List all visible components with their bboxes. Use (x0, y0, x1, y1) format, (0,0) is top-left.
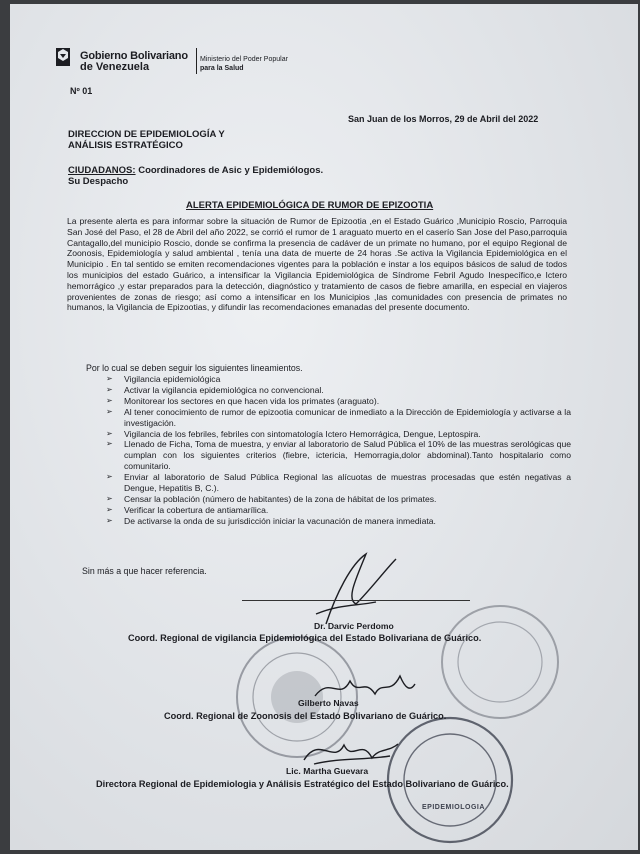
list-item: ➢ Censar la población (número de habitantes) de la zona de hábitat de los primates. (106, 493, 437, 504)
arrow-bullet-icon: ➢ (106, 493, 113, 503)
government-logo-icon (55, 46, 71, 68)
cc-label: CIUDADANOS: (68, 165, 136, 176)
list-item: ➢ Activar la vigilancia epidemiológica no convencional. (106, 384, 324, 395)
government-name-line2: de Venezuela (80, 61, 150, 73)
closing-line: Sin más a que hacer referencia. (82, 566, 207, 576)
arrow-bullet-icon: ➢ (106, 374, 113, 383)
ministry-name-line2: para la Salud (200, 65, 244, 72)
ministry-name: Ministerio del Poder Popular (200, 56, 288, 63)
signature-line (242, 600, 470, 601)
cc-line (68, 165, 323, 176)
arrow-bullet-icon: ➢ (106, 472, 113, 482)
list-item: ➢ Monitorear los sectores en que hacen vida los primates (araguato). (106, 395, 380, 406)
guidelines-lead: Por lo cual se deben seguir los siguientes lineamientos. (86, 363, 303, 373)
arrow-bullet-icon: ➢ (106, 395, 113, 405)
signatory-1-name: Dr. Darvic Perdomo (314, 621, 394, 631)
list-item: ➢ Enviar al laboratorio de Salud Pública Regional las alícuotas de muestras procesadas que estén negativas a Dengue, Hepatitis B, C.). (106, 472, 571, 494)
signatory-2-title: Coord. Regional de Zoonosis del Estado Bolivariano de Guárico. (164, 711, 447, 721)
arrow-bullet-icon: ➢ (106, 439, 113, 449)
signatory-3-title: Directora Regional de Epidemiologia y Análisis Estratégico del Estado Bolivariano de Guárico. (96, 779, 509, 789)
signature-guevara (294, 730, 404, 770)
addressee-line2: ANÁLISIS ESTRATÉGICO (68, 140, 183, 151)
list-item: ➢ De activarse la onda de su jurisdicción iniciar la vacunación de manera inmediata. (106, 515, 436, 526)
document-page (10, 4, 638, 850)
document-date: San Juan de los Morros, 29 de Abril del 2022 (348, 114, 539, 124)
arrow-bullet-icon: ➢ (106, 384, 113, 394)
list-item: ➢ Llenado de Ficha, Toma de muestra, y enviar al laboratorio de Salud Pública el 10% de las muestras serológicas que cumplan con los siguientes criterios (fiebre, ictericia, Hemorragia,dolor abdominal).Tanto hospitalario como comunitario. (106, 439, 571, 472)
arrow-bullet-icon: ➢ (106, 504, 113, 514)
signatory-3-name: Lic. Martha Guevara (286, 766, 369, 776)
list-item: ➢ Vigilancia de los febriles, febriles con sintomatología Ictero Hemorrágica, Dengue, Leptospira. (106, 428, 481, 439)
signatory-1-title: Coord. Regional de vigilancia Epidemiológica del Estado Bolivariana de Guárico. (128, 633, 482, 643)
cc-line2: Su Despacho (68, 176, 129, 187)
body-paragraph: La presente alerta es para informar sobre la situación de Rumor de Epizootia ,en el Estado Guárico ,Municipio Roscio, Parroquia San José del Paso, el 28 de Abril del año 2022, se corrió el rumor de 1 araguato muerto en el caserío San Jose del Paso,parroquia Cantagallo,del municipio Roscio, donde se confirma la presencia de cadáver de un primate no humano, por el equipo Regional de Zoonosis, Epidemiología y salud ambiental , tenía una data de muerte de 24 horas .Se activa la Vigilancia Epidemiológica en el Municipio . En tal sentido se emiten recomendaciones vigentes para la población e instar a los equipos básicos de salud de todos los municipios del estado Guárico, a intensificar la Vigilancia Epidemiológica de Síndrome Febril Agudo Inespecífico,e Ictero hemorrágico ,y estar preparados para la detección, diagnóstico y tratamiento de casos de fiebre amarilla, en especial en viajeros provenientes de zonas de riesgo; así como a intensificar en los Municipios ,las comunidades con presencia de primates no humanos, la Vigilancia de Epizootias, y difundir las recomendaciones emanadas del presente documento. (67, 216, 567, 313)
header-divider (196, 48, 197, 74)
cc-value: Coordinadores de Asic y Epidemiólogos. (135, 165, 324, 176)
stamp-label: EPIDEMIOLOGIA (422, 804, 485, 811)
list-item: ➢ Al tener conocimiento de rumor de epizootia comunicar de inmediato a la Dirección de Epidemiología y activarse a la investigación. (106, 406, 571, 428)
government-name: Gobierno Bolivariano (80, 50, 188, 62)
guidelines-list (106, 374, 571, 527)
signatory-2-name: Gilberto Navas (298, 698, 359, 708)
arrow-bullet-icon: ➢ (106, 406, 113, 416)
document-number: Nº 01 (70, 86, 93, 96)
list-item: ➢ Vigilancia epidemiológica (106, 374, 221, 384)
arrow-bullet-icon: ➢ (106, 515, 113, 525)
arrow-bullet-icon: ➢ (106, 428, 113, 438)
list-item: ➢ Verificar la cobertura de antiamarílica. (106, 504, 269, 515)
document-title: ALERTA EPIDEMIOLÓGICA DE RUMOR DE EPIZOOTIA (186, 200, 434, 211)
official-seal-right-top (438, 602, 563, 722)
addressee-line1: DIRECCION DE EPIDEMIOLOGÍA Y (68, 129, 225, 140)
